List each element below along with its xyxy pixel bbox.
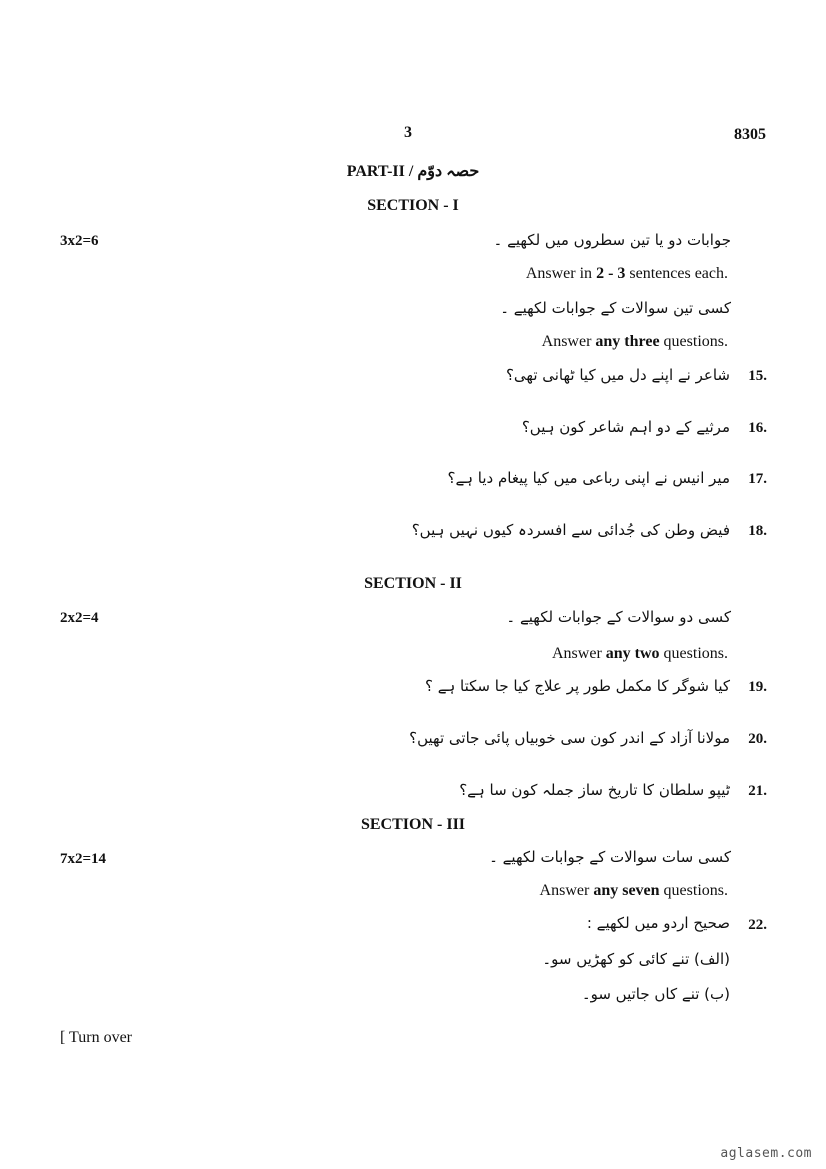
section-3-title: SECTION - III (360, 816, 466, 833)
section-1-urdu-instruction-1: جوابات دو یا تین سطروں میں لکھیے ۔ (493, 231, 731, 249)
section-1-title: SECTION - I (367, 197, 459, 214)
question-21-number: 21. (748, 783, 767, 799)
question-22-text: صحیح اردو میں لکھیے : (586, 914, 730, 932)
question-18-text: فیض وطن کی جُدائی سے افسردہ کیوں نہیں ہیں؟ (411, 521, 730, 539)
part-title: PART-II / حصہ دوّم (346, 163, 480, 180)
question-22-number: 22. (748, 917, 767, 933)
section-2-title: SECTION - II (364, 575, 462, 592)
question-22-part-a: (الف) تنے کائی کو کھڑیں سو۔ (542, 950, 730, 968)
question-16-text: مرثیے کے دو اہم شاعر کون ہیں؟ (521, 418, 730, 436)
question-17-text: میر انیس نے اپنی رباعی میں کیا پیغام دیا ہے؟ (447, 469, 730, 487)
section-2-urdu-instruction: کسی دو سوالات کے جوابات لکھیے ۔ (506, 608, 731, 626)
section-1-english-instruction-2: Answer any three questions. (541, 333, 728, 350)
question-16-number: 16. (748, 420, 767, 436)
question-19-text: کیا شوگر کا مکمل طور پر علاج کیا جا سکتا ہے ؟ (424, 677, 730, 695)
section-1-english-instruction-1: Answer in 2 - 3 sentences each. (525, 265, 728, 282)
section-2-marks: 2x2=4 (60, 610, 99, 626)
section-3-english-instruction: Answer any seven questions. (539, 882, 728, 899)
question-22-part-b: (ب) تنے کاں جاتیں سو۔ (581, 985, 730, 1003)
watermark: aglasem.com (720, 1146, 812, 1161)
question-19-number: 19. (748, 679, 767, 695)
question-20-number: 20. (748, 731, 767, 747)
page-number: 3 (404, 124, 412, 141)
question-20-text: مولانا آزاد کے اندر کون سی خوبیاں پائی جاتی تھیں؟ (409, 729, 730, 747)
section-3-urdu-instruction: کسی سات سوالات کے جوابات لکھیے ۔ (489, 848, 731, 866)
section-2-english-instruction: Answer any two questions. (552, 645, 728, 662)
question-17-number: 17. (748, 471, 767, 487)
question-21-text: ٹیپو سلطان کا تاریخ ساز جملہ کون سا ہے؟ (459, 781, 730, 799)
section-1-urdu-instruction-2: کسی تین سوالات کے جوابات لکھیے ۔ (500, 299, 731, 317)
question-15-number: 15. (748, 368, 767, 384)
question-18-number: 18. (748, 523, 767, 539)
paper-code: 8305 (734, 126, 766, 143)
turn-over-note: [ Turn over (60, 1029, 133, 1046)
section-3-marks: 7x2=14 (60, 851, 107, 867)
section-1-marks: 3x2=6 (60, 233, 99, 249)
question-15-text: شاعر نے اپنے دل میں کیا ٹھانی تھی؟ (505, 366, 730, 384)
